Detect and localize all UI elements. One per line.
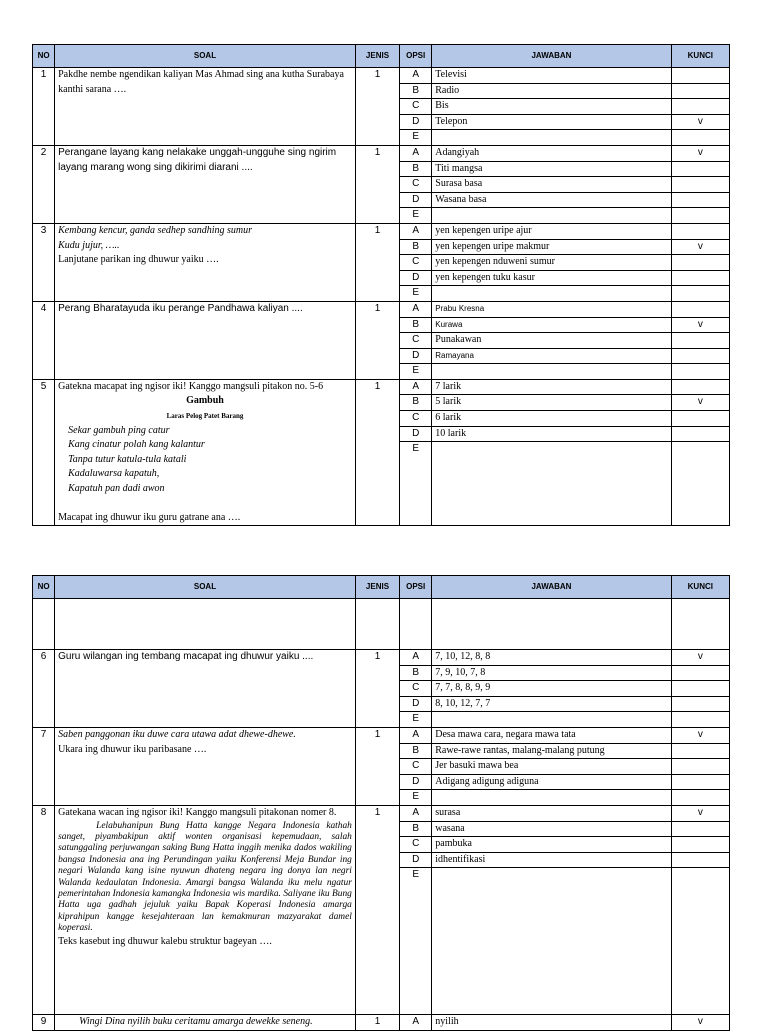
question-text [55,379,356,525]
question-intro: Gatekna macapat ing ngisor iki! Kanggo mangsuli pitakon no. 5-6 [58,380,324,392]
answer-key [671,681,729,697]
question-intro: Gatekana wacan ing ngisor iki! Kanggo mangsuli pitakonan nomer 8. [58,806,337,818]
answer-text: 7 larik [432,379,671,395]
answer-key [671,743,729,759]
answer-key [671,712,729,728]
answer-key: v [671,145,729,161]
question-sentence: Saben panggonan iku duwe cara utawa adat dhewe-dhewe. [58,728,296,740]
question-text [55,223,356,301]
answer-text: Ramayana [432,348,671,364]
header-no: NO [33,45,55,68]
question-type: 1 [355,805,399,1014]
option-label: D [400,192,432,208]
answer-text: wasana [432,821,671,837]
answer-text: 7, 10, 12, 8, 8 [432,650,671,666]
option-label: C [400,99,432,115]
option-label: D [400,348,432,364]
answer-key [671,68,729,84]
answer-key [671,177,729,193]
answer-text: Desa mawa cara, negara mawa tata [432,727,671,743]
option-label: C [400,177,432,193]
answer-key [671,790,729,806]
answer-key [671,83,729,99]
answer-text: Prabu Kresna [432,301,671,317]
answer-key [671,696,729,712]
header-jenis: JENIS [355,45,399,68]
question-number: 9 [33,1014,55,1030]
answer-text: Punakawan [432,333,671,349]
option-label: E [400,868,432,1015]
option-label: D [400,852,432,868]
answer-key [671,426,729,442]
question-text: Guru wilangan ing tembang macapat ing dhuwur yaiku .... [55,650,356,728]
poem-line: Tanpa tutur katula-tula katali [68,453,187,465]
option-label: A [400,223,432,239]
option-label: B [400,83,432,99]
answer-key [671,411,729,427]
answer-text: Radio [432,83,671,99]
question-text [55,727,356,805]
answer-key [671,161,729,177]
question-number: 6 [33,650,55,728]
header-jawaban: JAWABAN [432,576,671,599]
option-label: A [400,650,432,666]
option-label: E [400,208,432,224]
option-label: D [400,426,432,442]
option-label: C [400,255,432,271]
answer-key [671,99,729,115]
poem-line: Kadaluwarsa kapatuh, [68,468,160,480]
answer-text: nyilih [432,1014,671,1030]
question-row [33,650,730,666]
option-label: B [400,743,432,759]
answer-text: yen kepengen uripe makmur [432,239,671,255]
question-number: 5 [33,379,55,525]
answer-text: Adigang adigung adiguna [432,774,671,790]
header-kunci: KUNCI [671,576,729,599]
question-number: 3 [33,223,55,301]
answer-key: v [671,805,729,821]
option-label: E [400,364,432,380]
question-number: 8 [33,805,55,1014]
option-label: A [400,1014,432,1030]
option-label: B [400,317,432,333]
answer-key [671,774,729,790]
option-label: D [400,774,432,790]
question-prompt: Macapat ing dhuwur iku guru gatrane ana …. [58,511,241,523]
answer-text: pambuka [432,837,671,853]
poem-line: Sekar gambuh ping catur [68,424,170,436]
answer-text: surasa [432,805,671,821]
option-label: C [400,333,432,349]
answer-text: Televisi [432,68,671,84]
answer-key [671,192,729,208]
answer-text: Bis [432,99,671,115]
header-kunci: KUNCI [671,45,729,68]
option-label: B [400,821,432,837]
option-label: A [400,379,432,395]
question-type: 1 [355,650,399,728]
question-number: 4 [33,301,55,379]
option-label: B [400,395,432,411]
option-label: E [400,286,432,302]
answer-key: v [671,1014,729,1030]
answer-text: 7, 7, 8, 8, 9, 9 [432,681,671,697]
question-text: Perang Bharatayuda iku perange Pandhawa kaliyan .... [55,301,356,379]
option-label: E [400,712,432,728]
answer-key [671,837,729,853]
question-type: 1 [355,379,399,525]
answer-text: Surasa basa [432,177,671,193]
answer-key [671,379,729,395]
question-number: 7 [33,727,55,805]
option-label: C [400,411,432,427]
answer-key [671,270,729,286]
question-text: Perangane layang kang nelakake unggah-ungguhe sing ngirim layang marang wong sing dikirimi diarani .... [55,145,356,223]
answer-key: v [671,650,729,666]
answer-key [671,442,729,526]
option-label: B [400,239,432,255]
answer-text: 8, 10, 12, 7, 7 [432,696,671,712]
answer-key [671,364,729,380]
option-label: A [400,301,432,317]
answer-text: 6 larik [432,411,671,427]
option-label: E [400,790,432,806]
answer-text: 10 larik [432,426,671,442]
answer-text [432,790,671,806]
answer-text: Wasana basa [432,192,671,208]
answer-key: v [671,395,729,411]
answer-text [432,442,671,526]
answer-key [671,821,729,837]
option-label: A [400,805,432,821]
header-soal: SOAL [55,576,356,599]
question-row [33,727,730,743]
option-label: B [400,161,432,177]
question-text: Pakdhe nembe ngendikan kaliyan Mas Ahmad sing ana kutha Surabaya kanthi sarana …. [55,68,356,146]
poem-subtitle: Laras Pelog Patet Barang [166,412,244,421]
blank-row [33,599,730,650]
question-type: 1 [355,301,399,379]
header-jawaban: JAWABAN [432,45,671,68]
answer-text: Jer basuki mawa bea [432,759,671,775]
answer-text: 5 larik [432,395,671,411]
question-type: 1 [355,727,399,805]
poem-line: Kang cinatur polah kang kalantur [68,439,205,451]
question-type: 1 [355,145,399,223]
answer-key [671,130,729,146]
question-prompt: Teks kasebut ing dhuwur kalebu struktur bageyan …. [58,935,272,947]
answer-text: Telepon [432,114,671,130]
question-type: 1 [355,223,399,301]
answer-text [432,712,671,728]
answer-text [432,208,671,224]
answer-text [432,868,671,1015]
answer-key [671,223,729,239]
option-label: A [400,727,432,743]
option-label: C [400,837,432,853]
question-table-1 [32,44,730,526]
option-label: A [400,145,432,161]
table-header [33,45,730,68]
question-row [33,145,730,161]
option-label: D [400,270,432,286]
option-label: C [400,681,432,697]
question-prompt: Lanjutane parikan ing dhuwur yaiku …. [58,254,219,266]
answer-text: idhentifikasi [432,852,671,868]
answer-text: Adangiyah [432,145,671,161]
answer-text: Rawe-rawe rantas, malang-malang putung [432,743,671,759]
answer-key: v [671,114,729,130]
answer-text: Kurawa [432,317,671,333]
question-table-2 [32,575,730,1031]
poem-line: Kapatuh pan dadi awon [68,483,165,495]
answer-text: yen kepengen uripe ajur [432,223,671,239]
answer-key: v [671,239,729,255]
question-row [33,1014,730,1030]
header-jenis: JENIS [355,576,399,599]
answer-key [671,255,729,271]
header-no: NO [33,576,55,599]
answer-text: yen kepengen nduweni sumur [432,255,671,271]
question-type: 1 [355,68,399,146]
parikan-line-2: Kudu jujur, ….. [58,239,120,251]
question-prompt: Ukara ing dhuwur iku paribasane …. [58,743,207,755]
question-row [33,805,730,821]
answer-text: 7, 9, 10, 7, 8 [432,665,671,681]
poem-title: Gambuh [186,395,224,407]
answer-key [671,868,729,1015]
question-number: 2 [33,145,55,223]
answer-key [671,286,729,302]
answer-key [671,759,729,775]
option-label: A [400,68,432,84]
parikan-line-1: Kembang kencur, ganda sedhep sandhing sumur [58,224,252,236]
option-label: E [400,130,432,146]
question-row [33,223,730,239]
answer-key [671,665,729,681]
option-label: C [400,759,432,775]
question-number: 1 [33,68,55,146]
question-text [55,805,356,1014]
header-opsi: OPSI [400,45,432,68]
answer-text [432,130,671,146]
answer-text: yen kepengen tuku kasur [432,270,671,286]
question-row [33,68,730,84]
header-opsi: OPSI [400,576,432,599]
reading-passage: Lelabuhanipun Bung Hatta kangge Negara Indonesia kathah sanget, piyambakipun aktif wonten organisasi kepemudaan, salah satunggaling perjuwangan saking Bung Hatta inggih menika dados wakiling bangsa Indonesia ana ing Perundingan yaiku Konferensi Meja Bundar ing negari Walanda kang isine nyuwun dhateng negara ing donya lan negri Walanda kedaulatan Indonesia. Amargi bangsa Walanda iku melu ngatur pemerintahan Indonesia kamangka Indonesia wis mardika. Saliyane iku Bung Hatta uga gadhah jejuluk yaiku Bapak Koperasi Indonesia amarga kiprahipun kangge kesejahteraan lan kemakmuran mazyarakat damel koperasi. [58,820,352,934]
answer-text: Titi mangsa [432,161,671,177]
table-header [33,576,730,599]
answer-key [671,852,729,868]
option-label: D [400,696,432,712]
answer-text [432,364,671,380]
question-text: Wingi Dina nyilih buku ceritamu amarga dewekke seneng. [55,1014,356,1030]
option-label: E [400,442,432,526]
question-row [33,379,730,395]
answer-key: v [671,727,729,743]
answer-key [671,208,729,224]
option-label: B [400,665,432,681]
option-label: D [400,114,432,130]
question-row [33,301,730,317]
answer-key [671,301,729,317]
answer-text [432,286,671,302]
answer-key: v [671,317,729,333]
header-soal: SOAL [55,45,356,68]
question-type: 1 [355,1014,399,1030]
answer-key [671,348,729,364]
answer-key [671,333,729,349]
